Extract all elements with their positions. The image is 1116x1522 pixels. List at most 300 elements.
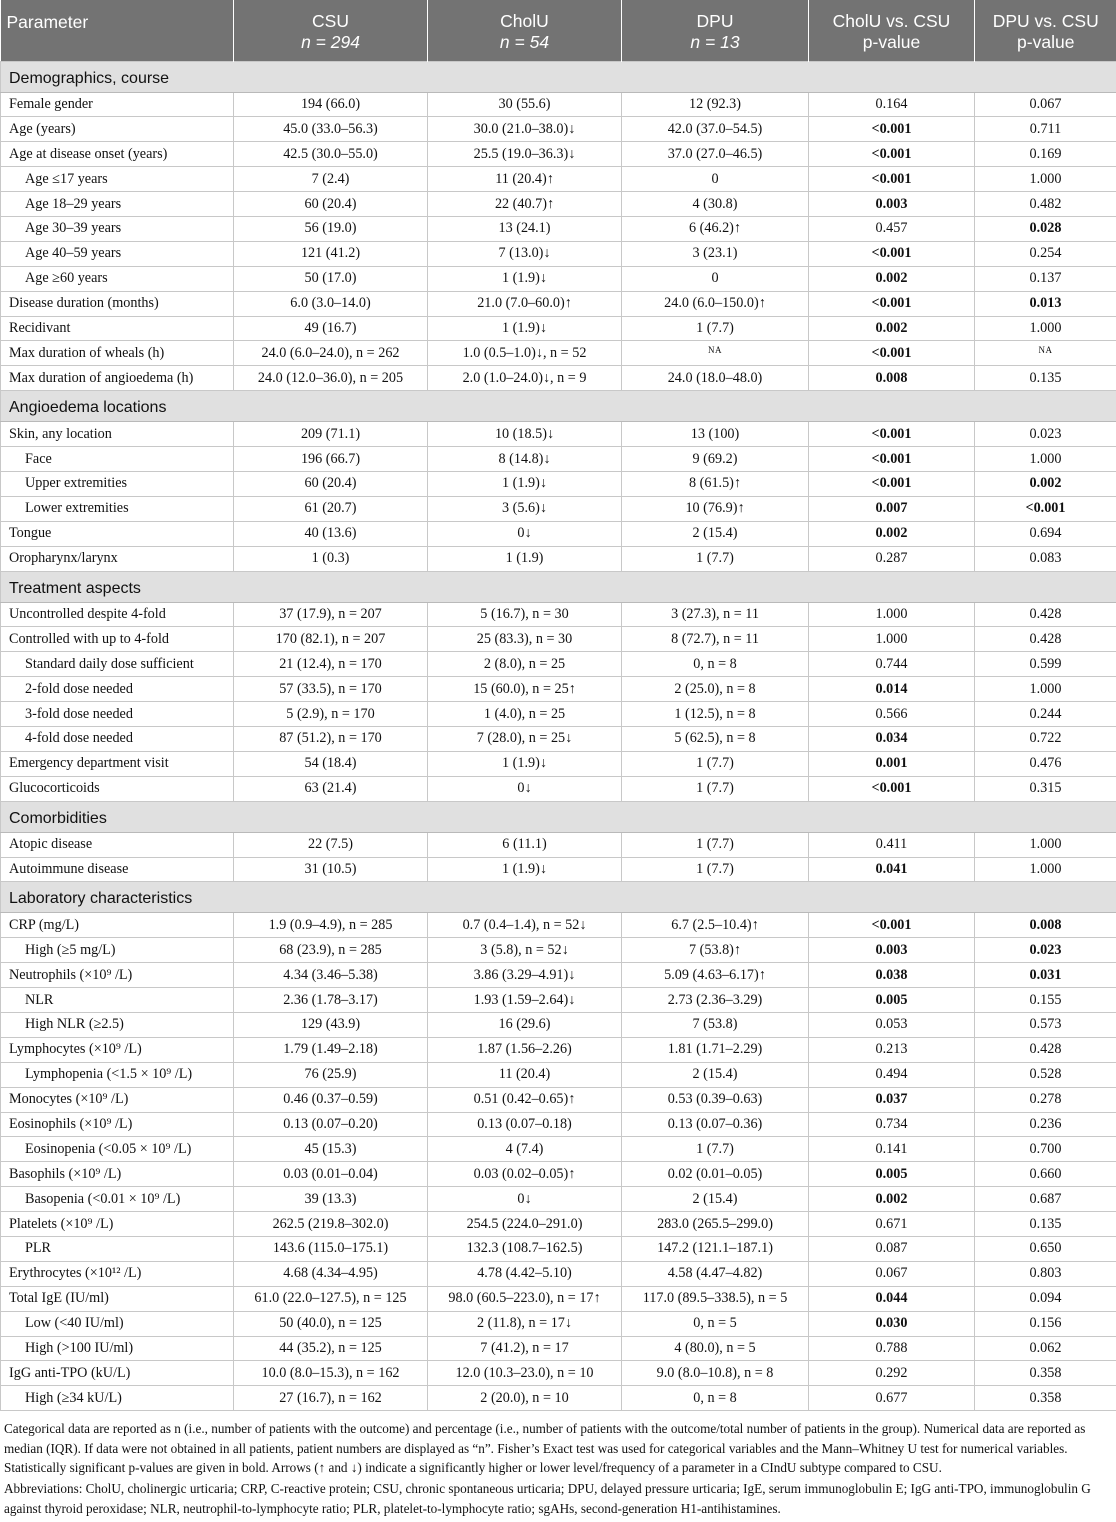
table-row [1,1311,1116,1336]
cell-p2: 0.002 [975,471,1116,496]
cell-p1: 0.005 [809,988,975,1013]
row-label: Upper extremities [1,471,234,496]
cell-p1: 0.002 [809,316,975,341]
row-label: Total IgE (IU/ml) [1,1286,234,1311]
cell-p2: 0.013 [975,291,1116,316]
cell-dpu: 9 (69.2) [622,447,809,472]
cell-p2: 0.573 [975,1013,1116,1038]
cell-p1: <0.001 [809,422,975,447]
cell-p1: 0.030 [809,1311,975,1336]
cell-cholu: 5 (16.7), n = 30 [428,602,622,627]
table-row [1,938,1116,963]
row-label: NLR [1,988,234,1013]
row-label: 2-fold dose needed [1,677,234,702]
cell-csu: 60 (20.4) [234,471,428,496]
cell-dpu: 9.0 (8.0–10.8), n = 8 [622,1361,809,1386]
na-marker: NA [1038,344,1053,355]
cell-p2: 1.000 [975,857,1116,882]
cell-dpu: 24.0 (18.0–48.0) [622,366,809,391]
cell-p1: 0.677 [809,1386,975,1411]
group-n: n = 294 [301,32,360,52]
table-header [1,0,1116,61]
cell-csu: 0.46 (0.37–0.59) [234,1087,428,1112]
group-n: p-value [1017,32,1075,52]
row-label: Lower extremities [1,496,234,521]
cell-cholu: 1.0 (0.5–1.0)↓, n = 52 [428,341,622,366]
row-label: High NLR (≥2.5) [1,1013,234,1038]
cell-cholu: 22 (40.7)↑ [428,192,622,217]
cell-p1: 0.002 [809,521,975,546]
cell-cholu: 8 (14.8)↓ [428,447,622,472]
cell-csu: 45 (15.3) [234,1137,428,1162]
table-row [1,92,1116,117]
cell-cholu: 0↓ [428,1187,622,1212]
cell-csu: 45.0 (33.0–56.3) [234,117,428,142]
cell-csu: 40 (13.6) [234,521,428,546]
table-row [1,447,1116,472]
cell-p1: 0.566 [809,702,975,727]
table-row [1,1112,1116,1137]
group-n: p-value [862,32,921,52]
group-name: DPU vs. CSU [992,11,1099,31]
cell-dpu: 13 (100) [622,422,809,447]
row-label: Female gender [1,92,234,117]
cell-dpu: 1 (12.5), n = 8 [622,702,809,727]
cell-cholu: 25 (83.3), n = 30 [428,627,622,652]
group-n: n = 13 [690,32,740,52]
cell-p2: 1.000 [975,832,1116,857]
cell-p1: 0.067 [809,1261,975,1286]
cell-p2: 0.135 [975,366,1116,391]
table-row [1,142,1116,167]
cell-cholu: 1 (1.9) [428,546,622,571]
cell-csu: 68 (23.9), n = 285 [234,938,428,963]
cell-p1: 0.034 [809,726,975,751]
table-row [1,702,1116,727]
cell-cholu: 12.0 (10.3–23.0), n = 10 [428,1361,622,1386]
cell-p2: 0.254 [975,241,1116,266]
table-row [1,1087,1116,1112]
cell-dpu: 7 (53.8)↑ [622,938,809,963]
row-label: Glucocorticoids [1,776,234,801]
table-row [1,1013,1116,1038]
cell-p1: 0.788 [809,1336,975,1361]
cell-cholu: 11 (20.4)↑ [428,167,622,192]
row-label: PLR [1,1237,234,1262]
cell-cholu: 0.51 (0.42–0.65)↑ [428,1087,622,1112]
row-label: Neutrophils (×10⁹ /L) [1,963,234,988]
cell-cholu: 1 (1.9)↓ [428,471,622,496]
cell-dpu: 0 [622,266,809,291]
cell-p1: 0.734 [809,1112,975,1137]
section-header-row [1,801,1116,832]
cell-dpu: 117.0 (89.5–338.5), n = 5 [622,1286,809,1311]
table-row [1,1162,1116,1187]
cell-p2: 0.137 [975,266,1116,291]
cell-p2: 0.428 [975,1037,1116,1062]
cell-cholu: 0.7 (0.4–1.4), n = 52↓ [428,913,622,938]
row-label: Age 30–39 years [1,216,234,241]
cell-dpu: 1 (7.7) [622,857,809,882]
cell-cholu: 4 (7.4) [428,1137,622,1162]
section-title: Demographics, course [1,61,1116,92]
row-label: Eosinopenia (<0.05 × 10⁹ /L) [1,1137,234,1162]
cell-dpu: 3 (27.3), n = 11 [622,602,809,627]
cell-p1: 0.008 [809,366,975,391]
cell-p2: 0.008 [975,913,1116,938]
cell-csu: 87 (51.2), n = 170 [234,726,428,751]
cell-p1: 0.744 [809,652,975,677]
cell-cholu: 1 (1.9)↓ [428,266,622,291]
cell-cholu: 1 (1.9)↓ [428,316,622,341]
cell-p2: 0.428 [975,627,1116,652]
table-row [1,341,1116,366]
header-dpu [622,0,809,61]
cell-cholu: 2 (20.0), n = 10 [428,1386,622,1411]
group-name: CholU vs. CSU [832,11,951,31]
cell-p2: 0.803 [975,1261,1116,1286]
row-label: Oropharynx/larynx [1,546,234,571]
table-row [1,776,1116,801]
cell-csu: 50 (17.0) [234,266,428,291]
cell-p1: 0.411 [809,832,975,857]
cell-p2: 0.700 [975,1137,1116,1162]
cell-dpu: 0.02 (0.01–0.05) [622,1162,809,1187]
cell-p1: <0.001 [809,471,975,496]
footnote-methods: Categorical data are reported as n (i.e., number of patients with the outcome) and percentage (i.e., number of patients with the outcome/total number of patients in the group). Numerical data are reported as median (IQR). If data were not obtained in all patients, patient numbers are displayed as “n”. Fisher’s Exact test was used for categorical variables and the Mann–Whitney U test for numerical variables. Statistically significant p-values are given in bold. Arrows (↑ and ↓) indicate a significantly higher or lower level/frequency of a parameter in a CIndU subtype compared to CSU. [4,1421,1086,1476]
table-row [1,546,1116,571]
table-row [1,988,1116,1013]
table-row [1,366,1116,391]
row-label: Age 18–29 years [1,192,234,217]
cell-dpu: 0, n = 5 [622,1311,809,1336]
cell-csu: 54 (18.4) [234,751,428,776]
cell-csu: 0.13 (0.07–0.20) [234,1112,428,1137]
row-label: Low (<40 IU/ml) [1,1311,234,1336]
section-title: Comorbidities [1,801,1116,832]
cell-csu: 7 (2.4) [234,167,428,192]
cell-p2: 0.083 [975,546,1116,571]
cell-p1: <0.001 [809,776,975,801]
cell-csu: 50 (40.0), n = 125 [234,1311,428,1336]
table-row [1,602,1116,627]
row-label: Face [1,447,234,472]
table-row [1,291,1116,316]
section-header-row [1,571,1116,602]
row-label: Emergency department visit [1,751,234,776]
cell-p1: <0.001 [809,447,975,472]
row-label: Age ≤17 years [1,167,234,192]
cell-cholu: 25.5 (19.0–36.3)↓ [428,142,622,167]
table-row [1,652,1116,677]
table-row [1,677,1116,702]
cell-dpu: 6.7 (2.5–10.4)↑ [622,913,809,938]
cell-csu: 262.5 (219.8–302.0) [234,1212,428,1237]
cell-dpu: 1 (7.7) [622,1137,809,1162]
cell-p1: 0.141 [809,1137,975,1162]
cell-dpu: 8 (61.5)↑ [622,471,809,496]
cell-csu: 24.0 (12.0–36.0), n = 205 [234,366,428,391]
group-name: CholU [500,11,549,31]
row-label: Max duration of angioedema (h) [1,366,234,391]
cell-cholu: 13 (24.1) [428,216,622,241]
row-label: Uncontrolled despite 4-fold [1,602,234,627]
cell-p2: 0.711 [975,117,1116,142]
row-label: IgG anti-TPO (kU/L) [1,1361,234,1386]
cell-p2: 0.023 [975,938,1116,963]
header-dpu-vs-csu [975,0,1116,61]
cell-csu: 194 (66.0) [234,92,428,117]
table-body [1,61,1116,1411]
cell-p2: 0.062 [975,1336,1116,1361]
table-row [1,832,1116,857]
cell-csu: 121 (41.2) [234,241,428,266]
cell-p2: 0.244 [975,702,1116,727]
section-header-row [1,391,1116,422]
table-row [1,1237,1116,1262]
cell-dpu: 1 (7.7) [622,776,809,801]
row-label: Lymphopenia (<1.5 × 10⁹ /L) [1,1062,234,1087]
table-row [1,1286,1116,1311]
cell-csu: 1.79 (1.49–2.18) [234,1037,428,1062]
cell-cholu: 3 (5.8), n = 52↓ [428,938,622,963]
row-label: Platelets (×10⁹ /L) [1,1212,234,1237]
cell-p2: 0.358 [975,1386,1116,1411]
cell-p1: 0.002 [809,1187,975,1212]
cell-cholu: 2.0 (1.0–24.0)↓, n = 9 [428,366,622,391]
cell-cholu: 11 (20.4) [428,1062,622,1087]
cell-p1: 0.053 [809,1013,975,1038]
row-label: Autoimmune disease [1,857,234,882]
cell-csu: 60 (20.4) [234,192,428,217]
cell-p2: <0.001 [975,496,1116,521]
cell-cholu: 21.0 (7.0–60.0)↑ [428,291,622,316]
row-label: Max duration of wheals (h) [1,341,234,366]
cell-p1: <0.001 [809,913,975,938]
cell-p2 [975,341,1116,366]
table-row [1,1361,1116,1386]
table-row [1,1386,1116,1411]
cell-csu: 61 (20.7) [234,496,428,521]
cell-p2: 0.660 [975,1162,1116,1187]
cell-dpu: 6 (46.2)↑ [622,216,809,241]
cell-dpu: 0.13 (0.07–0.36) [622,1112,809,1137]
cell-p1: 0.213 [809,1037,975,1062]
cell-cholu: 0↓ [428,521,622,546]
cell-p2: 0.650 [975,1237,1116,1262]
row-label: Lymphocytes (×10⁹ /L) [1,1037,234,1062]
table-row [1,496,1116,521]
cell-cholu: 6 (11.1) [428,832,622,857]
row-label: Disease duration (months) [1,291,234,316]
cell-cholu: 1.87 (1.56–2.26) [428,1037,622,1062]
group-n: n = 54 [499,32,550,52]
table-row [1,1187,1116,1212]
cell-p1: <0.001 [809,241,975,266]
section-header-row [1,882,1116,913]
cell-csu: 63 (21.4) [234,776,428,801]
cell-csu: 22 (7.5) [234,832,428,857]
cell-dpu: 0.53 (0.39–0.63) [622,1087,809,1112]
header-cholu [428,0,622,61]
cell-csu: 1 (0.3) [234,546,428,571]
cell-csu: 2.36 (1.78–3.17) [234,988,428,1013]
cell-csu: 76 (25.9) [234,1062,428,1087]
row-label: Basopenia (<0.01 × 10⁹ /L) [1,1187,234,1212]
cell-p1: <0.001 [809,167,975,192]
cell-p2: 0.315 [975,776,1116,801]
cell-csu: 4.34 (3.46–5.38) [234,963,428,988]
cell-dpu: 5.09 (4.63–6.17)↑ [622,963,809,988]
table-row [1,913,1116,938]
header-parameter: Parameter [1,0,234,61]
cell-p1: <0.001 [809,117,975,142]
cell-p2: 0.236 [975,1112,1116,1137]
cell-dpu: 1 (7.7) [622,546,809,571]
table-row [1,316,1116,341]
table-row [1,167,1116,192]
cell-dpu: 2 (15.4) [622,1187,809,1212]
cell-p1: 0.164 [809,92,975,117]
cell-p1: 0.003 [809,192,975,217]
cell-csu: 170 (82.1), n = 207 [234,627,428,652]
cell-p1: <0.001 [809,291,975,316]
table-row [1,192,1116,217]
table-row [1,216,1116,241]
row-label: Erythrocytes (×10¹² /L) [1,1261,234,1286]
cell-csu: 21 (12.4), n = 170 [234,652,428,677]
cell-csu: 57 (33.5), n = 170 [234,677,428,702]
cell-p1: 0.037 [809,1087,975,1112]
cell-p1: 0.007 [809,496,975,521]
cell-p2: 0.528 [975,1062,1116,1087]
table-row [1,1212,1116,1237]
cell-cholu: 10 (18.5)↓ [428,422,622,447]
cell-p1: 0.005 [809,1162,975,1187]
cell-cholu: 15 (60.0), n = 25↑ [428,677,622,702]
cell-p2: 1.000 [975,316,1116,341]
cell-csu: 6.0 (3.0–14.0) [234,291,428,316]
row-label: 3-fold dose needed [1,702,234,727]
cell-csu: 209 (71.1) [234,422,428,447]
cell-cholu: 1 (4.0), n = 25 [428,702,622,727]
cell-p2: 0.694 [975,521,1116,546]
cell-cholu: 7 (28.0), n = 25↓ [428,726,622,751]
cell-csu: 10.0 (8.0–15.3), n = 162 [234,1361,428,1386]
row-label: Age (years) [1,117,234,142]
section-title: Treatment aspects [1,571,1116,602]
cell-dpu: 12 (92.3) [622,92,809,117]
table-row [1,521,1116,546]
cell-cholu: 0.13 (0.07–0.18) [428,1112,622,1137]
cell-csu: 129 (43.9) [234,1013,428,1038]
table-row [1,241,1116,266]
cell-dpu: 2 (15.4) [622,1062,809,1087]
header-csu [234,0,428,61]
cell-cholu: 3 (5.6)↓ [428,496,622,521]
cell-dpu: 5 (62.5), n = 8 [622,726,809,751]
cell-p1: 0.457 [809,216,975,241]
row-label: Tongue [1,521,234,546]
table-row [1,963,1116,988]
na-marker: NA [708,344,722,355]
cell-csu: 4.68 (4.34–4.95) [234,1261,428,1286]
cell-p1: 1.000 [809,602,975,627]
row-label: High (≥5 mg/L) [1,938,234,963]
cell-p1: 0.002 [809,266,975,291]
cell-csu: 61.0 (22.0–127.5), n = 125 [234,1286,428,1311]
cell-p2: 0.135 [975,1212,1116,1237]
table-row [1,857,1116,882]
cell-dpu: 4 (30.8) [622,192,809,217]
table-row [1,1037,1116,1062]
cell-csu: 42.5 (30.0–55.0) [234,142,428,167]
cell-dpu: 0, n = 8 [622,1386,809,1411]
cell-p2: 0.482 [975,192,1116,217]
cell-dpu: 147.2 (121.1–187.1) [622,1237,809,1262]
cell-p2: 0.156 [975,1311,1116,1336]
section-header-row [1,61,1116,92]
cell-cholu: 4.78 (4.42–5.10) [428,1261,622,1286]
cell-dpu [622,341,809,366]
table-row [1,751,1116,776]
cell-p1: <0.001 [809,142,975,167]
cell-p1: 0.041 [809,857,975,882]
row-label: Standard daily dose sufficient [1,652,234,677]
cell-p2: 0.031 [975,963,1116,988]
cell-dpu: 3 (23.1) [622,241,809,266]
cell-p1: 0.292 [809,1361,975,1386]
table-row [1,1137,1116,1162]
cell-csu: 5 (2.9), n = 170 [234,702,428,727]
table-row [1,266,1116,291]
cell-dpu: 1 (7.7) [622,316,809,341]
header-cholu-vs-csu [809,0,975,61]
table-row [1,471,1116,496]
cell-p2: 0.687 [975,1187,1116,1212]
cell-cholu: 30.0 (21.0–38.0)↓ [428,117,622,142]
cell-dpu: 8 (72.7), n = 11 [622,627,809,652]
table-row [1,627,1116,652]
cell-dpu: 10 (76.9)↑ [622,496,809,521]
cell-p2: 0.278 [975,1087,1116,1112]
cell-p1: 0.038 [809,963,975,988]
cell-cholu: 0↓ [428,776,622,801]
cell-p2: 1.000 [975,167,1116,192]
cell-p1: 0.001 [809,751,975,776]
cell-p2: 1.000 [975,447,1116,472]
cell-p1: 0.287 [809,546,975,571]
cell-p2: 1.000 [975,677,1116,702]
cell-p2: 0.023 [975,422,1116,447]
cell-csu: 44 (35.2), n = 125 [234,1336,428,1361]
row-label: Recidivant [1,316,234,341]
cell-dpu: 2.73 (2.36–3.29) [622,988,809,1013]
cell-csu: 0.03 (0.01–0.04) [234,1162,428,1187]
row-label: Atopic disease [1,832,234,857]
cell-cholu: 0.03 (0.02–0.05)↑ [428,1162,622,1187]
cell-cholu: 2 (8.0), n = 25 [428,652,622,677]
row-label: 4-fold dose needed [1,726,234,751]
cell-p2: 0.722 [975,726,1116,751]
table-row [1,726,1116,751]
row-label: Age at disease onset (years) [1,142,234,167]
cell-dpu: 7 (53.8) [622,1013,809,1038]
cell-cholu: 1.93 (1.59–2.64)↓ [428,988,622,1013]
cell-dpu: 283.0 (265.5–299.0) [622,1212,809,1237]
cell-csu: 143.6 (115.0–175.1) [234,1237,428,1262]
cell-p2: 0.476 [975,751,1116,776]
